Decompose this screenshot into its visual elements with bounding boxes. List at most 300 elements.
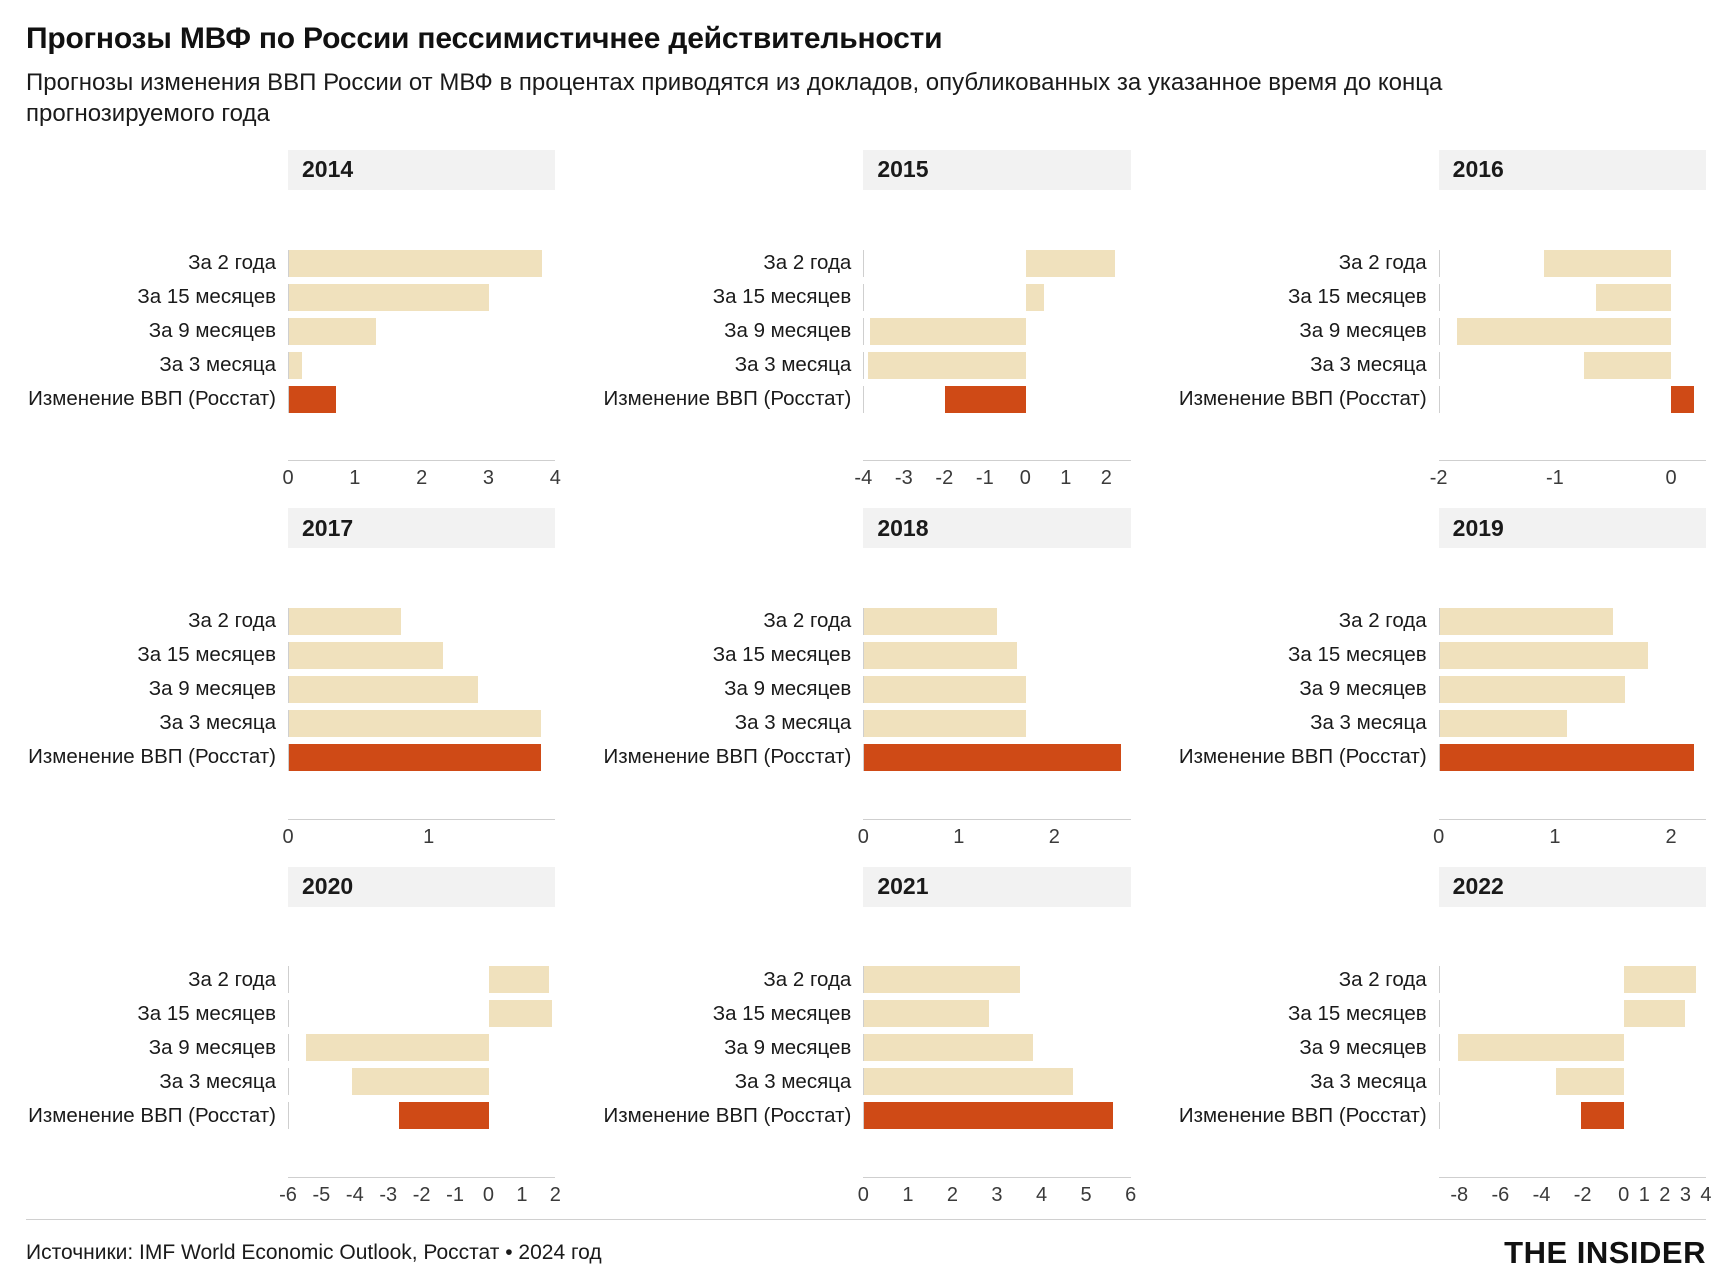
chart-row bbox=[1177, 1102, 1706, 1129]
chart-row bbox=[26, 1000, 555, 1027]
sources-note: Источники: IMF World Economic Outlook, Росстат • 2024 год bbox=[26, 1241, 602, 1264]
chart-row bbox=[1177, 642, 1706, 669]
bar-track bbox=[863, 1000, 1130, 1027]
panel-header-spacer bbox=[26, 867, 288, 907]
axis-tick-label: 2 bbox=[1659, 1183, 1671, 1206]
row-category-label: За 3 месяца bbox=[159, 1069, 276, 1093]
page-title: Прогнозы МВФ по России пессимистичнее действительности bbox=[26, 22, 943, 55]
axis-tick-label: 0 bbox=[282, 467, 294, 490]
panel-rows bbox=[601, 190, 1130, 460]
bar-forecast bbox=[352, 1068, 488, 1095]
panel-header-spacer bbox=[1177, 150, 1439, 190]
x-axis bbox=[601, 819, 1130, 857]
bar-track bbox=[288, 744, 555, 771]
panel-body bbox=[1177, 190, 1706, 498]
panel-year-label: 2022 bbox=[1452, 873, 1504, 900]
bar-track bbox=[863, 284, 1130, 311]
row-category-label: За 3 месяца bbox=[734, 711, 852, 735]
axis-tick-label: 2 bbox=[1048, 825, 1060, 848]
bar-actual bbox=[289, 386, 336, 413]
row-category-label: За 9 месяцев bbox=[724, 319, 852, 343]
bar-track bbox=[863, 1068, 1130, 1095]
axis-tick-label: 1 bbox=[516, 1183, 528, 1206]
bar-track bbox=[863, 386, 1130, 413]
row-category-label: За 9 месяцев bbox=[148, 319, 276, 343]
axis-area bbox=[279, 1177, 561, 1216]
chart-row bbox=[26, 250, 555, 277]
bar-forecast bbox=[289, 318, 376, 345]
page-subtitle: Прогнозы изменения ВВП России от МВФ в процентах приводятся из докладов, опубликованных за указанное время до конца прогнозируемого года bbox=[26, 68, 1443, 128]
chart-row bbox=[26, 608, 555, 635]
bar-forecast bbox=[289, 608, 401, 635]
bar-actual bbox=[289, 744, 541, 771]
bar-forecast bbox=[289, 352, 302, 379]
axis-tick-label: -5 bbox=[312, 1183, 331, 1206]
chart-panel-2014 bbox=[26, 150, 561, 498]
bar-forecast bbox=[870, 318, 1025, 345]
bar-track bbox=[1439, 966, 1706, 993]
chart-row bbox=[1177, 250, 1706, 277]
x-axis bbox=[26, 1177, 561, 1215]
bar-forecast bbox=[1440, 710, 1567, 737]
panel-rows bbox=[26, 190, 555, 460]
axis-tick-label: 0 bbox=[1665, 467, 1677, 490]
bar-track bbox=[288, 1102, 555, 1129]
bar-forecast bbox=[306, 1034, 489, 1061]
bar-track bbox=[288, 386, 555, 413]
axis-tick-label: 1 bbox=[423, 825, 435, 848]
chart-row bbox=[601, 608, 1130, 635]
panel-rows bbox=[601, 548, 1130, 818]
row-category-label: Изменение ВВП (Росстат) bbox=[1178, 745, 1427, 769]
chart-row bbox=[601, 966, 1130, 993]
bar-track bbox=[863, 710, 1130, 737]
bar-forecast bbox=[1440, 608, 1614, 635]
panel-year-label: 2018 bbox=[877, 514, 929, 541]
panel-header-spacer bbox=[601, 150, 863, 190]
panel-body bbox=[26, 190, 561, 498]
bar-forecast bbox=[1544, 250, 1671, 277]
row-category-label: За 2 года bbox=[1338, 609, 1427, 633]
bar-forecast bbox=[289, 284, 489, 311]
bar-forecast bbox=[864, 710, 1026, 737]
bar-forecast bbox=[864, 1000, 988, 1027]
panel-header bbox=[288, 867, 555, 907]
row-category-label: Изменение ВВП (Росстат) bbox=[28, 745, 276, 769]
bar-track bbox=[863, 1102, 1130, 1129]
panel-header bbox=[1439, 867, 1706, 907]
panel-body bbox=[601, 548, 1130, 856]
axis-tick-label: 0 bbox=[282, 825, 294, 848]
axis-tick-label: 4 bbox=[1700, 1183, 1712, 1206]
chart-row bbox=[26, 386, 555, 413]
axis-tick-label: 0 bbox=[482, 1183, 495, 1206]
panel-rows bbox=[1177, 907, 1706, 1177]
bar-track bbox=[1439, 318, 1706, 345]
axis-tick-label: -1 bbox=[1545, 467, 1564, 490]
bar-forecast bbox=[864, 1068, 1073, 1095]
bar-track bbox=[863, 966, 1130, 993]
panel-header-spacer bbox=[1177, 508, 1439, 548]
bar-forecast bbox=[489, 1000, 552, 1027]
bar-track bbox=[288, 676, 555, 703]
bar-track bbox=[288, 710, 555, 737]
row-category-label: За 2 года bbox=[763, 251, 852, 275]
bar-track bbox=[1439, 1034, 1706, 1061]
axis-tick-label: -4 bbox=[1532, 1183, 1551, 1206]
axis-tick-label: -1 bbox=[975, 467, 994, 490]
axis-tick-label: 3 bbox=[482, 467, 495, 490]
bar-forecast bbox=[289, 710, 541, 737]
row-category-label: Изменение ВВП (Росстат) bbox=[1178, 1103, 1427, 1127]
axis-tick-label: 2 bbox=[416, 467, 428, 490]
bar-forecast bbox=[289, 642, 443, 669]
row-category-label: За 3 месяца bbox=[1310, 1069, 1427, 1093]
panel-year-label: 2021 bbox=[877, 873, 929, 900]
bar-track bbox=[863, 250, 1130, 277]
bar-forecast bbox=[1584, 352, 1671, 379]
panel-year-label: 2014 bbox=[302, 156, 354, 183]
chart-row bbox=[601, 284, 1130, 311]
axis-tick-label: -8 bbox=[1450, 1183, 1469, 1206]
chart-row bbox=[601, 1034, 1130, 1061]
axis-tick-label: -4 bbox=[854, 467, 873, 490]
row-category-label: За 9 месяцев bbox=[1299, 319, 1427, 343]
panel-header-spacer bbox=[1177, 867, 1439, 907]
axis-tick-label: -6 bbox=[1491, 1183, 1510, 1206]
chart-row bbox=[601, 318, 1130, 345]
chart-row bbox=[1177, 1068, 1706, 1095]
bar-track bbox=[288, 250, 555, 277]
bar-track bbox=[863, 1034, 1130, 1061]
row-category-label: За 2 года bbox=[188, 609, 276, 633]
axis-tick-label: 0 bbox=[857, 825, 869, 848]
row-category-label: Изменение ВВП (Росстат) bbox=[28, 387, 276, 411]
chart-row bbox=[1177, 352, 1706, 379]
bar-track bbox=[1439, 1102, 1706, 1129]
bar-forecast bbox=[864, 966, 1019, 993]
axis-tick-label: 3 bbox=[991, 1183, 1003, 1206]
chart-row bbox=[1177, 744, 1706, 771]
chart-row bbox=[1177, 676, 1706, 703]
row-category-label: За 15 месяцев bbox=[712, 285, 852, 309]
axis-area bbox=[282, 460, 561, 499]
row-category-label: За 15 месяцев bbox=[1288, 285, 1427, 309]
bar-track bbox=[863, 744, 1130, 771]
axis-tick-label: 0 bbox=[1433, 825, 1445, 848]
bar-track bbox=[288, 608, 555, 635]
chart-row bbox=[26, 1034, 555, 1061]
chart-row bbox=[601, 1000, 1130, 1027]
row-category-label: За 9 месяцев bbox=[724, 677, 852, 701]
axis-tick-label: -6 bbox=[279, 1183, 297, 1206]
panel-year-label: 2015 bbox=[877, 156, 929, 183]
axis-area bbox=[857, 819, 1130, 858]
axis-tick-label: -2 bbox=[412, 1183, 431, 1206]
panel-body bbox=[26, 548, 555, 856]
chart-row bbox=[601, 352, 1130, 379]
panel-rows bbox=[1177, 190, 1706, 460]
row-category-label: За 2 года bbox=[188, 251, 276, 275]
axis-area bbox=[1429, 460, 1706, 499]
bar-forecast bbox=[1458, 1034, 1624, 1061]
axis-area bbox=[854, 460, 1130, 499]
row-category-label: За 15 месяцев bbox=[1288, 643, 1427, 667]
bar-track bbox=[1439, 250, 1706, 277]
chart-row bbox=[601, 250, 1130, 277]
bar-actual bbox=[399, 1102, 489, 1129]
chart-row bbox=[26, 710, 555, 737]
footer bbox=[26, 1219, 1706, 1286]
bar-forecast bbox=[1457, 318, 1671, 345]
bar-forecast bbox=[868, 352, 1025, 379]
row-category-label: За 15 месяцев bbox=[137, 285, 276, 309]
panel-header-spacer bbox=[26, 508, 288, 548]
bar-forecast bbox=[1624, 1000, 1685, 1027]
row-category-label: За 3 месяца bbox=[734, 353, 852, 377]
panel-rows bbox=[1177, 548, 1706, 818]
bar-actual bbox=[1440, 744, 1695, 771]
chart-row bbox=[26, 966, 555, 993]
axis-tick-label: -1 bbox=[446, 1183, 464, 1206]
chart-panel-2019 bbox=[1177, 508, 1706, 856]
axis-tick-label: 1 bbox=[349, 467, 361, 490]
bar-actual bbox=[864, 1102, 1113, 1129]
bar-track bbox=[288, 352, 555, 379]
row-category-label: За 9 месяцев bbox=[1299, 677, 1427, 701]
bar-track bbox=[1439, 744, 1706, 771]
bar-forecast bbox=[1440, 676, 1625, 703]
axis-tick-label: 5 bbox=[1080, 1183, 1092, 1206]
panel-year-label: 2020 bbox=[302, 873, 354, 900]
bar-track bbox=[863, 676, 1130, 703]
x-axis bbox=[1177, 460, 1706, 498]
panel-rows bbox=[26, 907, 555, 1177]
chart-row bbox=[601, 744, 1130, 771]
panel-header bbox=[863, 150, 1130, 190]
bar-track bbox=[863, 642, 1130, 669]
panel-header bbox=[863, 508, 1130, 548]
row-category-label: За 3 месяца bbox=[1310, 353, 1427, 377]
chart-row bbox=[26, 284, 555, 311]
x-axis bbox=[601, 460, 1130, 498]
axis-area bbox=[857, 1177, 1137, 1216]
bar-track bbox=[288, 1068, 555, 1095]
bar-track bbox=[1439, 352, 1706, 379]
bar-track bbox=[863, 318, 1130, 345]
chart-row bbox=[1177, 1034, 1706, 1061]
panel-header bbox=[1439, 508, 1706, 548]
panel-rows bbox=[26, 548, 555, 818]
axis-tick-label: -2 bbox=[1573, 1183, 1592, 1206]
bar-forecast bbox=[489, 966, 549, 993]
row-category-label: За 3 месяца bbox=[734, 1069, 852, 1093]
axis-tick-label: 2 bbox=[1100, 467, 1112, 490]
axis-tick-label: -4 bbox=[345, 1183, 364, 1206]
axis-tick-label: 0 bbox=[1618, 1183, 1630, 1206]
panel-body bbox=[601, 190, 1130, 498]
row-category-label: Изменение ВВП (Росстат) bbox=[603, 745, 852, 769]
chart-row bbox=[26, 352, 555, 379]
axis-tick-label: 3 bbox=[1679, 1183, 1691, 1206]
chart-row bbox=[26, 1102, 555, 1129]
axis-tick-label: 4 bbox=[1035, 1183, 1048, 1206]
axis-tick-label: 1 bbox=[1638, 1183, 1650, 1206]
bar-track bbox=[1439, 1000, 1706, 1027]
bar-forecast bbox=[864, 676, 1026, 703]
axis-area bbox=[282, 819, 555, 858]
panel-header-spacer bbox=[26, 150, 288, 190]
bar-track bbox=[288, 966, 555, 993]
row-category-label: За 9 месяцев bbox=[1299, 1035, 1427, 1059]
chart-panel-2016 bbox=[1177, 150, 1706, 498]
panel-header bbox=[1439, 150, 1706, 190]
brand-logo: THE INSIDER bbox=[1504, 1235, 1706, 1270]
bar-forecast bbox=[864, 1034, 1033, 1061]
axis-tick-label: 1 bbox=[1060, 467, 1072, 490]
bar-actual bbox=[1581, 1102, 1624, 1129]
bar-forecast bbox=[1440, 642, 1648, 669]
axis-area bbox=[1439, 1177, 1712, 1216]
x-axis bbox=[1177, 1177, 1712, 1215]
x-axis bbox=[26, 819, 555, 857]
x-axis bbox=[601, 1177, 1137, 1215]
panel-header-spacer bbox=[601, 867, 863, 907]
bar-track bbox=[1439, 284, 1706, 311]
chart-row bbox=[1177, 966, 1706, 993]
panel-body bbox=[601, 907, 1137, 1215]
axis-tick-label: 1 bbox=[953, 825, 965, 848]
row-category-label: За 9 месяцев bbox=[148, 677, 276, 701]
bar-actual bbox=[864, 744, 1121, 771]
x-axis bbox=[26, 460, 561, 498]
bar-forecast bbox=[864, 608, 997, 635]
row-category-label: За 15 месяцев bbox=[712, 643, 852, 667]
chart-row bbox=[26, 676, 555, 703]
bar-track bbox=[863, 352, 1130, 379]
axis-tick-label: 6 bbox=[1125, 1183, 1137, 1206]
bar-forecast bbox=[289, 676, 478, 703]
bar-track bbox=[288, 1034, 555, 1061]
row-category-label: За 3 месяца bbox=[159, 353, 276, 377]
bar-forecast bbox=[864, 642, 1016, 669]
chart-row bbox=[1177, 608, 1706, 635]
row-category-label: За 2 года bbox=[188, 967, 276, 991]
row-category-label: За 15 месяцев bbox=[712, 1001, 852, 1025]
bar-track bbox=[288, 642, 555, 669]
chart-row bbox=[1177, 318, 1706, 345]
axis-tick-label: 0 bbox=[1019, 467, 1031, 490]
panel-body bbox=[26, 907, 561, 1215]
panel-year-label: 2019 bbox=[1452, 514, 1504, 541]
row-category-label: За 2 года bbox=[763, 967, 852, 991]
bar-track bbox=[1439, 642, 1706, 669]
axis-tick-label: 2 bbox=[946, 1183, 958, 1206]
chart-row bbox=[1177, 386, 1706, 413]
bar-track bbox=[1439, 1068, 1706, 1095]
chart-row bbox=[26, 318, 555, 345]
bar-forecast bbox=[1624, 966, 1696, 993]
row-category-label: За 3 месяца bbox=[1310, 711, 1427, 735]
row-category-label: За 2 года bbox=[1338, 967, 1427, 991]
bar-track bbox=[288, 1000, 555, 1027]
panel-year-label: 2017 bbox=[302, 514, 354, 541]
chart-row bbox=[26, 642, 555, 669]
bar-forecast bbox=[1596, 284, 1671, 311]
chart-row bbox=[601, 386, 1130, 413]
x-axis bbox=[1177, 819, 1706, 857]
axis-tick-label: -3 bbox=[894, 467, 913, 490]
row-category-label: За 2 года bbox=[1338, 251, 1427, 275]
bar-track bbox=[863, 608, 1130, 635]
row-category-label: Изменение ВВП (Росстат) bbox=[603, 387, 852, 411]
panel-rows bbox=[601, 907, 1130, 1177]
axis-tick-label: -3 bbox=[379, 1183, 398, 1206]
panel-year-label: 2016 bbox=[1452, 156, 1504, 183]
axis-tick-label: 2 bbox=[1665, 825, 1677, 848]
bar-track bbox=[1439, 608, 1706, 635]
panel-body bbox=[1177, 548, 1706, 856]
bar-track bbox=[1439, 710, 1706, 737]
row-category-label: За 2 года bbox=[763, 609, 852, 633]
chart-row bbox=[1177, 710, 1706, 737]
chart-panel-2018 bbox=[601, 508, 1130, 856]
bar-track bbox=[288, 284, 555, 311]
bar-track bbox=[1439, 386, 1706, 413]
axis-area bbox=[1433, 819, 1706, 858]
chart-row bbox=[601, 642, 1130, 669]
bar-actual bbox=[945, 386, 1026, 413]
row-category-label: Изменение ВВП (Росстат) bbox=[1178, 387, 1427, 411]
bar-forecast bbox=[1026, 284, 1044, 311]
row-category-label: Изменение ВВП (Росстат) bbox=[28, 1103, 276, 1127]
panel-header-spacer bbox=[601, 508, 863, 548]
axis-tick-label: 1 bbox=[902, 1183, 914, 1206]
chart-grid bbox=[26, 144, 1712, 1215]
row-category-label: Изменение ВВП (Росстат) bbox=[603, 1103, 852, 1127]
axis-tick-label: -2 bbox=[1429, 467, 1448, 490]
axis-tick-label: -2 bbox=[935, 467, 954, 490]
chart-panel-2017 bbox=[26, 508, 555, 856]
axis-tick-label: 0 bbox=[857, 1183, 869, 1206]
bar-forecast bbox=[289, 250, 542, 277]
panel-header bbox=[863, 867, 1130, 907]
axis-tick-label: 4 bbox=[549, 467, 561, 490]
bar-actual bbox=[1671, 386, 1694, 413]
bar-forecast bbox=[1026, 250, 1115, 277]
chart-panel-2020 bbox=[26, 867, 561, 1215]
chart-panel-2015 bbox=[601, 150, 1130, 498]
chart-row bbox=[1177, 284, 1706, 311]
row-category-label: За 9 месяцев bbox=[148, 1035, 276, 1059]
chart-row bbox=[1177, 1000, 1706, 1027]
panel-header bbox=[288, 508, 555, 548]
row-category-label: За 15 месяцев bbox=[137, 1001, 276, 1025]
row-category-label: За 15 месяцев bbox=[137, 643, 276, 667]
chart-panel-2021 bbox=[601, 867, 1137, 1215]
row-category-label: За 3 месяца bbox=[159, 711, 276, 735]
chart-row bbox=[26, 744, 555, 771]
panel-body bbox=[1177, 907, 1712, 1215]
chart-row bbox=[26, 1068, 555, 1095]
chart-row bbox=[601, 710, 1130, 737]
axis-tick-label: 2 bbox=[549, 1183, 561, 1206]
chart-row bbox=[601, 676, 1130, 703]
axis-tick-label: 1 bbox=[1549, 825, 1561, 848]
row-category-label: За 9 месяцев bbox=[724, 1035, 852, 1059]
row-category-label: За 15 месяцев bbox=[1288, 1001, 1427, 1025]
chart-row bbox=[601, 1102, 1130, 1129]
